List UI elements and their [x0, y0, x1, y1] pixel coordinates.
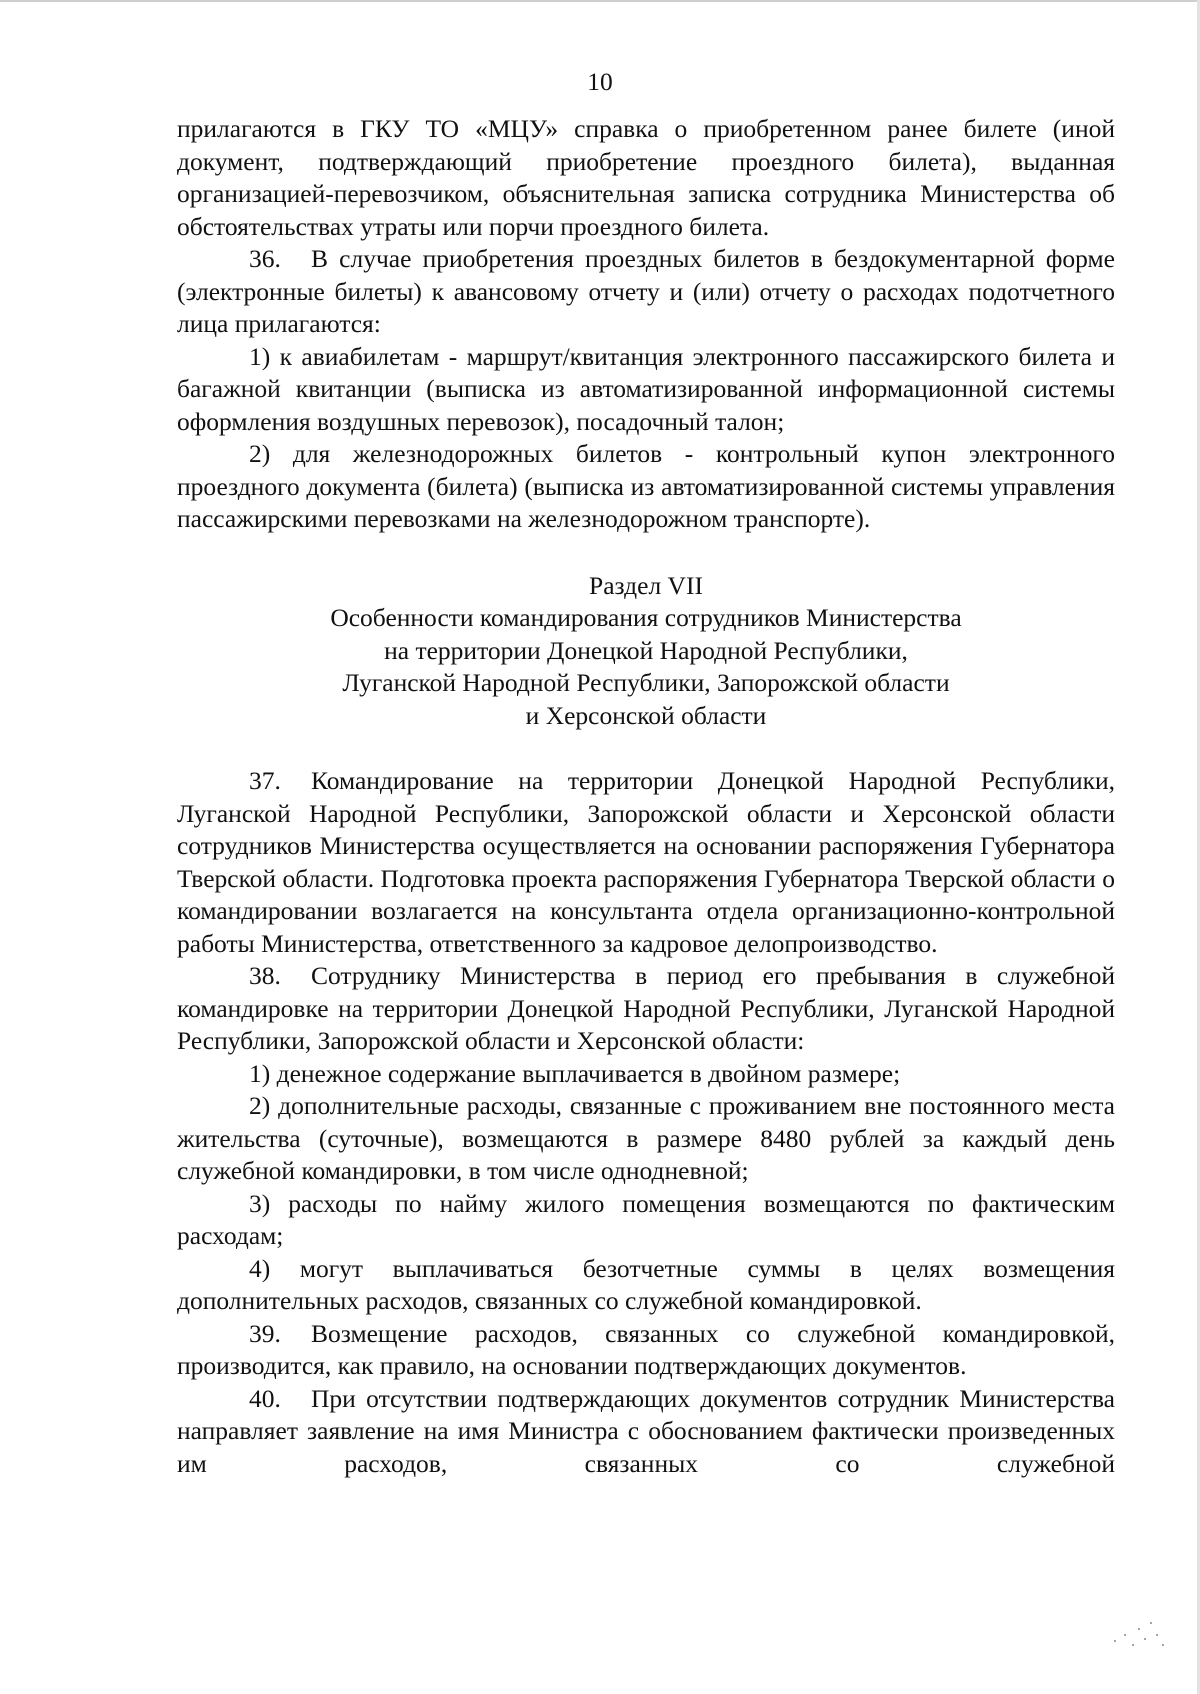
section-heading — [177, 570, 1115, 733]
paragraph-36-item-2: 2) для железнодорожных билетов - контрольный купон электронного проездного документа (билета) (выписка из автоматизированной системы управления пассажирскими перевозками на железнодорожном транспорте). — [177, 439, 1115, 533]
paragraph-40 — [177, 1383, 1115, 1481]
document-body — [177, 113, 1115, 1480]
paragraph-38-item-3: 3) расходы по найму жилого помещения возмещаются по фактическим расходам; — [177, 1188, 1115, 1250]
paragraph-38-item-1: 1) денежное содержание выплачивается в двойном размере; — [249, 1058, 901, 1088]
paragraph-38 — [177, 960, 1115, 1058]
section-title-line: Особенности командирования сотрудников Министерства — [330, 603, 962, 632]
paragraph-number: 40. — [249, 1383, 281, 1413]
paragraph-38-item-2: 2) дополнительные расходы, связанные с проживанием вне постоянного места жительства (суточные), возмещаются в размере 8480 рублей за каждый день служебной командировки, в том числе однодневной; — [177, 1091, 1115, 1185]
paragraph-number: 37. — [249, 766, 281, 795]
page-number: 10 — [587, 67, 613, 96]
paragraph-36-item-1: 1) к авиабилетам - маршрут/квитанция электронного пассажирского билета и багажной квитанции (выписка из автоматизированной информационной системы оформления воздушных перевозок), посадочный талон; — [177, 341, 1115, 436]
paragraph-38-item-4: 4) могут выплачиваться безотчетные суммы в целях возмещения дополнительных расходов, связанных со служебной командировкой. — [177, 1253, 1115, 1315]
section-title-line: на территории Донецкой Народной Республики, — [384, 635, 908, 665]
section-title-line: и Херсонской области — [525, 700, 767, 730]
paragraph-text: В случае приобретения проездных билетов в бездокументарной форме (электронные билеты) к авансовому отчету и (или) отчету о расходах подотчетного лица прилагаются: — [177, 244, 1115, 338]
paragraph-text: При отсутствии подтверждающих документов сотрудник Министерства направляет заявление на имя Министра с обоснованием фактически произведенных им расходов, связанных со служебной — [177, 1383, 1115, 1478]
scan-speckles — [1110, 1614, 1170, 1654]
paragraph-number: 38. — [249, 961, 281, 990]
paragraph-36 — [177, 243, 1115, 341]
paragraph-number: 36. — [249, 244, 281, 273]
paragraph-number: 39. — [249, 1318, 281, 1348]
section-title-line: Луганской Народной Республики, Запорожской области — [342, 668, 950, 697]
paragraph-text: Возмещение расходов, связанных со служебной командировкой, производится, как правило, на основании подтверждающих документов. — [177, 1318, 1115, 1380]
section-label: Раздел VII — [589, 570, 703, 600]
paragraph-continuation: прилагаются в ГКУ ТО «МЦУ» справка о приобретенном ранее билете (иной документ, подтверждающий приобретение проездного билета), выданная организацией-перевозчиком, объяснительная записка сотрудника Министерства об обстоятельствах утраты или порчи проездного билета. — [177, 114, 1115, 241]
paragraph-text: Сотруднику Министерства в период его пребывания в служебной командировке на территории Донецкой Народной Республики, Луганской Народной Республики, Запорожской области и Херсонской области: — [177, 961, 1115, 1055]
paragraph-text: Командирование на территории Донецкой Народной Республики, Луганской Народной Республики, Запорожской области и Херсонской области сотрудников Министерства осуществляется на основании распоряжения Губернатора Тверской области. Подготовка проекта распоряжения Губернатора Тверской области о командировании возлагается на консультанта отдела организационно-контрольной работы Министерства, ответственного за кадровое делопроизводство. — [177, 766, 1115, 958]
paragraph-37 — [177, 765, 1115, 960]
scan-edge-top — [0, 0, 1200, 2]
paragraph-39 — [177, 1318, 1115, 1383]
